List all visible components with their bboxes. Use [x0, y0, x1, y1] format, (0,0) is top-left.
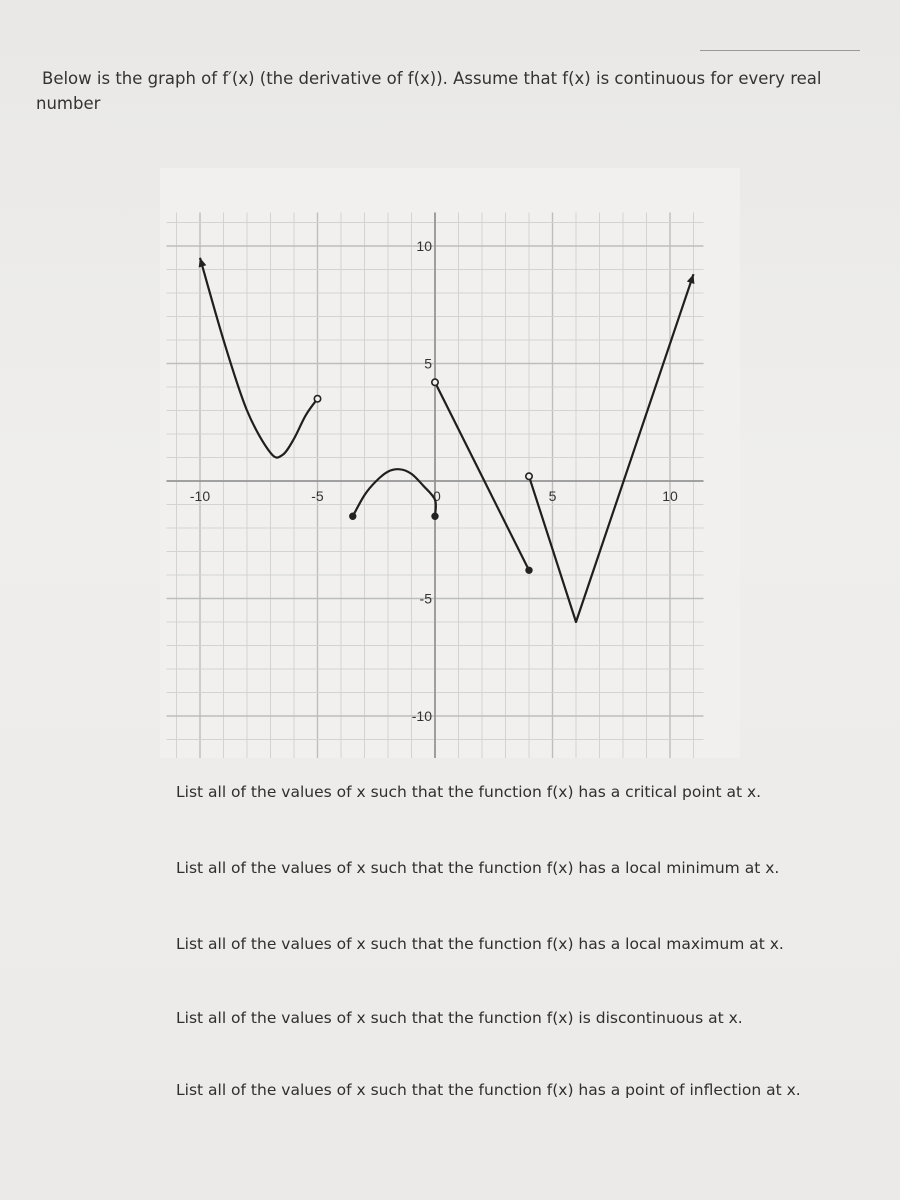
question-critical-points: List all of the values of x such that the function f(x) has a critical point at x.: [176, 783, 762, 801]
x-tick-label: -5: [311, 488, 324, 504]
derivative-graph: [160, 168, 740, 758]
top-divider: [700, 50, 860, 51]
derivative-graph-svg: [160, 168, 740, 758]
x-tick-label: 10: [662, 488, 678, 504]
y-tick-label: -10: [411, 708, 432, 724]
problem-statement-line-1: Below is the graph of f′(x) (the derivative of f(x)). Assume that f(x) is continuous for every real: [42, 69, 822, 88]
y-tick-label: 5: [424, 355, 432, 372]
open-endpoint: [432, 379, 438, 385]
problem-statement-line-2: number: [36, 94, 101, 113]
open-endpoint: [526, 473, 532, 479]
question-local-minimum: List all of the values of x such that the function f(x) has a local minimum at x.: [176, 859, 780, 877]
x-tick-label: 5: [548, 488, 557, 504]
y-tick-label: -5: [419, 590, 432, 607]
y-tick-label: 10: [416, 238, 432, 254]
closed-endpoint: [432, 513, 438, 519]
open-endpoint: [314, 396, 320, 402]
question-inflection: List all of the values of x such that the function f(x) has a point of inflection at x.: [176, 1081, 801, 1099]
problem-statement: [36, 66, 866, 116]
question-discontinuous: List all of the values of x such that the function f(x) is discontinuous at x.: [176, 1009, 743, 1027]
closed-endpoint: [350, 513, 356, 519]
x-tick-label: 0: [433, 488, 441, 504]
question-local-maximum: List all of the values of x such that the function f(x) has a local maximum at x.: [176, 935, 784, 953]
x-tick-label: -10: [189, 488, 211, 504]
closed-endpoint: [526, 567, 532, 573]
